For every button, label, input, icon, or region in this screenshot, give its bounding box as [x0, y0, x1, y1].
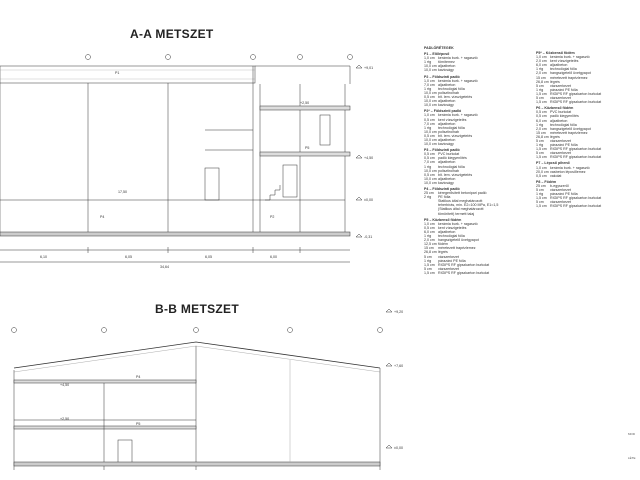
layer-thickness: 10,0 cm — [424, 142, 437, 147]
layer-thickness: 0,5 cm — [536, 110, 547, 115]
layer-material: aljzatbeton — [438, 64, 456, 69]
layer-material: födém — [438, 242, 448, 247]
layer-material: RIGIPS RF gipszkarton burkolat — [438, 262, 490, 267]
layer-thickness: 1,0 cm — [424, 78, 435, 83]
layer-thickness: 5 cm — [424, 266, 432, 271]
layer-material: technológiai fólia — [550, 122, 577, 127]
layer-material: tömítemez — [438, 60, 455, 65]
dim-aa-total: 34,64 — [160, 265, 169, 269]
layer-material: méretezett trapézlemez — [438, 246, 476, 251]
tag-aa-p5: P5 — [305, 146, 310, 150]
legend-layer-row — [536, 100, 636, 104]
layer-material: kéregerősített betonipari padló — [438, 191, 487, 196]
grid-axes-bb — [12, 328, 383, 333]
layer-material: (Statikus által meghatározott — [438, 207, 484, 212]
legend-column-1 — [424, 44, 532, 275]
layer-material: kerámia burk. + ragasztó — [550, 165, 590, 170]
layer-thickness: 0,5 cm — [536, 114, 547, 119]
tag-aa-p1: P1 — [115, 71, 120, 75]
layer-material: kavicságy — [438, 180, 454, 185]
layer-thickness: 1,5 cm — [536, 91, 547, 96]
layer-material: teherbírás, min. E2=100 MPa, E1=1,5 — [438, 203, 499, 208]
layer-material: polisztirolhab — [438, 90, 459, 95]
layer-material: légrés — [438, 250, 448, 255]
layer-material: aljzatbeton — [438, 137, 456, 142]
layer-material: RIGIPS RF gipszkarton burkolat — [550, 204, 602, 209]
level-bb-1: +9,20 — [394, 310, 404, 314]
legend-layer-row — [424, 68, 532, 72]
layer-material: vázszerkezet — [438, 254, 459, 259]
layer-material: vázszerkezet — [550, 188, 571, 192]
layer-thickness: 0,5 cm — [424, 172, 435, 177]
layer-material: méretezett trapézlemez — [550, 130, 588, 135]
layer-thickness: 1,5 cm — [424, 270, 435, 275]
layer-thickness: 7,0 cm — [424, 160, 435, 165]
layer-material: kerámia burk. + ragasztó — [438, 113, 478, 118]
layer-material: kent vízszigetelés — [550, 59, 579, 64]
layer-thickness: 1,0 cm — [424, 113, 435, 118]
legend-layer-row — [536, 174, 636, 178]
layer-material: vázszerkezet — [550, 83, 571, 88]
layer-thickness: 15 cm — [536, 130, 546, 135]
layer-thickness: 5 cm — [424, 254, 432, 259]
layer-material: aljzatbeton — [438, 160, 456, 165]
layer-material: aljzatbeton — [550, 118, 568, 123]
layer-thickness: 0,5 cm — [424, 156, 435, 161]
layer-thickness: 1,5 cm — [536, 155, 547, 160]
legend-header: PADLÓRÉTEGEK — [424, 46, 454, 50]
layer-thickness: 1 rtg — [424, 125, 432, 130]
layer-thickness: 10,0 cm — [424, 99, 437, 104]
layer-material: technológiai fólia — [438, 125, 465, 130]
layer-material: kent vízszigetelés — [438, 225, 467, 230]
layer-thickness: 10,0 cm — [424, 180, 437, 185]
layer-material: párazáró PE fólia — [550, 143, 578, 148]
legend-group-title: P4 – Földszinti padló — [424, 187, 460, 191]
layer-material: PVC burkolat — [438, 152, 460, 157]
layer-material: aljzatbeton — [438, 121, 456, 126]
layer-thickness: 20,0 cm — [536, 169, 549, 174]
layer-thickness: 1,0 cm — [536, 165, 547, 170]
layer-material: vasbeton lépcsőlemez — [550, 169, 586, 174]
layer-material: aljzatbeton — [438, 229, 456, 234]
layer-material: bit. lem. vízszigetelés — [438, 95, 473, 100]
layer-material: bit. lem. vízszigetelés — [438, 133, 473, 138]
layer-thickness: 5 cm — [536, 188, 544, 192]
dim-aa-4: 6,00 — [270, 255, 277, 259]
layer-material: párazáró PE fólia — [438, 258, 466, 263]
layer-thickness: 0,5 cm — [424, 117, 435, 122]
layer-thickness: 10,0 cm — [424, 103, 437, 108]
level-aa-5: -0,31 — [364, 235, 373, 239]
layer-material: RIGIPS RF gipszkarton burkolat — [550, 196, 602, 201]
layer-thickness — [424, 212, 438, 216]
layer-thickness: 1 rtg — [536, 67, 544, 72]
layer-thickness: 12,5 cm — [424, 242, 437, 247]
layer-thickness: 1 rtg — [424, 60, 432, 65]
legend-layer-row — [424, 181, 532, 185]
layer-material: technológiai fólia — [438, 86, 465, 91]
layer-thickness: 1,0 cm — [424, 56, 435, 61]
layer-thickness: 2 rtg — [424, 195, 432, 200]
layer-material: aljzatbeton — [438, 82, 456, 87]
legend-layer-row — [424, 212, 532, 216]
layer-thickness: 2,0 cm — [424, 238, 435, 243]
layer-material: tömörített) termett talaj — [438, 211, 475, 216]
corner-text-2: LÉTE — [628, 456, 636, 460]
layer-thickness: 5 cm — [536, 83, 544, 88]
layer-thickness: 10,0 cm — [424, 176, 437, 181]
layer-material: padló kiegyenlítés — [438, 156, 467, 161]
level-aa-3: +2,50 — [300, 101, 310, 105]
layer-thickness: 5 cm — [536, 96, 544, 101]
layer-thickness: 0,5 cm — [424, 225, 435, 230]
layer-material: hangszigetelő üvetgyapot — [438, 238, 479, 243]
layer-thickness: 1,5 cm — [536, 196, 547, 201]
legend-column-2 — [536, 49, 636, 208]
layer-material: RIGIPS RF gipszkarton burkolat — [550, 91, 602, 96]
section-bb-title: B-B METSZET — [155, 302, 239, 316]
layer-material: vázszerkezet — [550, 96, 571, 101]
layer-material: kerámia burk. + ragasztó — [438, 78, 478, 83]
layer-material: padló kiegyenlítés — [550, 114, 579, 119]
layer-material: vázszerkezet — [438, 266, 459, 271]
layer-material: PE fólia — [438, 195, 451, 200]
layer-thickness: 1,5 cm — [536, 204, 547, 209]
tag-bb-p4: P4 — [136, 375, 141, 379]
layer-material: technológiai fólia — [550, 67, 577, 72]
legend-layer-row — [424, 142, 532, 146]
layer-material: párazáró PE fólia — [550, 87, 578, 92]
layer-thickness: 2,0 cm — [536, 59, 547, 64]
layer-thickness: 1 rtg — [424, 164, 432, 169]
layer-thickness: 1 rtg — [424, 258, 432, 263]
legend-layer-row — [424, 103, 532, 107]
layer-material: méretezett trapézlemez — [550, 75, 588, 80]
layer-thickness: 25 cm — [536, 183, 546, 188]
layer-thickness: 0,5 cm — [424, 152, 435, 157]
layer-thickness: 1 rtg — [424, 234, 432, 239]
layer-material: légrés — [550, 134, 560, 139]
layer-thickness: 5 cm — [536, 138, 544, 143]
legend-group-title: P5* – Közbenső födém — [536, 51, 575, 55]
layer-thickness: 0,5 cm — [424, 133, 435, 138]
level-bb-4: +2,50 — [60, 417, 70, 421]
layer-material: hangszigetelő üvetgyapot — [550, 126, 591, 131]
layer-material: légrés — [550, 79, 560, 84]
legend-layer-row — [536, 204, 636, 208]
layer-thickness: 7,0 cm — [424, 121, 435, 126]
layer-thickness: 10,0 cm — [424, 64, 437, 69]
level-bb-3: +4,50 — [60, 383, 70, 387]
legend-layer-row — [536, 155, 636, 159]
dim-aa-5: 17,50 — [118, 190, 127, 194]
layer-material: párazáró PE fólia — [550, 192, 578, 197]
section-aa-drawing — [0, 55, 362, 263]
layer-material: vázszerkezet — [550, 138, 571, 143]
legend-layer-row — [424, 271, 532, 275]
layer-material: kerámia burk. + ragasztó — [438, 221, 478, 226]
layer-material: aljzatbeton — [438, 176, 456, 181]
legend-group-title: P8 – Födém — [536, 179, 557, 184]
layer-thickness: 6,0 cm — [536, 63, 547, 68]
tag-aa-p2: P2 — [270, 215, 275, 219]
layer-thickness: 10,0 cm — [424, 137, 437, 142]
layer-thickness: 5 cm — [536, 151, 544, 156]
layer-thickness: 26,8 cm — [536, 134, 549, 139]
layer-material: kerámia burk. + ragasztó — [438, 56, 478, 61]
layer-thickness: 1 rtg — [536, 143, 544, 148]
layer-thickness: 1,5 cm — [424, 262, 435, 267]
layer-thickness: 6,0 cm — [424, 229, 435, 234]
layer-material: vakolat — [550, 173, 562, 178]
legend-group-title: P6 – Közbenső födém — [536, 106, 574, 111]
section-aa-labels — [40, 66, 373, 269]
layer-material: RIGIPS RF gipszkarton burkolat — [550, 147, 602, 152]
layer-material: kerámia burk. + ragasztó — [550, 55, 590, 60]
layer-thickness: 10,0 cm — [424, 68, 437, 73]
layer-thickness: 15 cm — [424, 246, 434, 251]
layer-thickness: 1 rtg — [424, 86, 432, 91]
layer-thickness: 0,5 cm — [424, 95, 435, 100]
layer-material: RIGIPS RF gipszkarton burkolat — [438, 270, 490, 275]
legend-group-title: P3 – Földszinti padló — [424, 148, 460, 153]
layer-thickness: 1,0 cm — [536, 55, 547, 60]
layer-thickness: 2,0 cm — [536, 126, 547, 131]
dim-aa-3: 6,05 — [205, 255, 212, 259]
layer-material: b-egyszerűl — [550, 183, 569, 188]
level-bb-2: +7,60 — [394, 364, 404, 368]
layer-material: technológiai fólia — [438, 164, 465, 169]
layer-material: hangszigetelő üvetgyapot — [550, 71, 591, 76]
layer-material: aljzatbeton — [438, 99, 456, 104]
layer-thickness: 2,0 cm — [536, 71, 547, 76]
dim-aa-2: 6,05 — [125, 255, 132, 259]
layer-thickness: 5 cm — [536, 200, 544, 205]
layer-material: RIGIPS RF gipszkarton burkolat — [550, 100, 602, 105]
level-bb-5: ±0,00 — [394, 446, 403, 450]
layer-material: PVC burkolat — [550, 110, 572, 115]
layer-material: bit. lem. vízszigetelés — [438, 172, 473, 177]
tag-bb-p5: P5 — [136, 422, 141, 426]
layer-thickness: 25 cm — [424, 191, 434, 196]
layer-thickness: 1 rtg — [536, 87, 544, 92]
layer-thickness: 15 cm — [536, 75, 546, 80]
layer-material: vázszerkezet — [550, 200, 571, 205]
layer-thickness: 7,0 cm — [424, 82, 435, 87]
legend-group-title: P1 – Előlépcső — [424, 52, 450, 57]
layer-material: kavicságy — [438, 103, 454, 108]
layer-thickness: 26,8 cm — [424, 250, 437, 255]
level-aa-2: +4,50 — [364, 156, 374, 160]
layer-thickness: 1,5 cm — [536, 147, 547, 152]
layer-thickness: 1,5 cm — [536, 100, 547, 105]
layer-thickness: 1 rtg — [536, 122, 544, 127]
layer-material: polisztirolhab — [438, 129, 459, 134]
legend-group-title: P7 – Lépcső pihenő — [536, 161, 570, 166]
level-aa-1: +9,01 — [364, 66, 374, 70]
layer-material: RIGIPS RF gipszkarton burkolat — [550, 155, 602, 160]
section-bb-drawing — [12, 309, 393, 470]
dim-aa-1: 6,10 — [40, 255, 47, 259]
layer-material: kavicságy — [438, 142, 454, 147]
layer-thickness: 10,0 cm — [424, 90, 437, 95]
corner-text-1: MOD — [628, 432, 635, 436]
layer-material: vázszerkezet — [550, 151, 571, 156]
tag-aa-p4: P4 — [100, 215, 105, 219]
grid-axes-aa — [86, 55, 353, 60]
section-aa-title: A-A METSZET — [130, 27, 214, 41]
layer-thickness: 1 rtg — [536, 192, 544, 197]
layer-thickness: 10,0 cm — [424, 129, 437, 134]
legend-group-title: P5 – Közbenső födém — [424, 217, 462, 222]
level-aa-4: ±0,00 — [364, 198, 373, 202]
layer-material: polisztirolhab — [438, 168, 459, 173]
layer-thickness: 26,8 cm — [536, 79, 549, 84]
layer-material: kavicságy — [438, 68, 454, 73]
layer-thickness: 10,0 cm — [424, 168, 437, 173]
layer-material: Statikus által meghatározott — [438, 199, 483, 204]
layer-thickness: 0,5 cm — [536, 173, 547, 178]
legend-group-title: P2 – Földszinti padló — [424, 74, 460, 79]
layer-material: kent vízszigetelés — [438, 117, 467, 122]
layer-thickness: 6,0 cm — [536, 118, 547, 123]
layer-thickness: 1,0 cm — [424, 221, 435, 226]
layer-material: aljzatbeton — [550, 63, 568, 68]
layer-material: technológiai fólia — [438, 234, 465, 239]
legend-group-title: P2* – Földszinti padló — [424, 109, 462, 114]
